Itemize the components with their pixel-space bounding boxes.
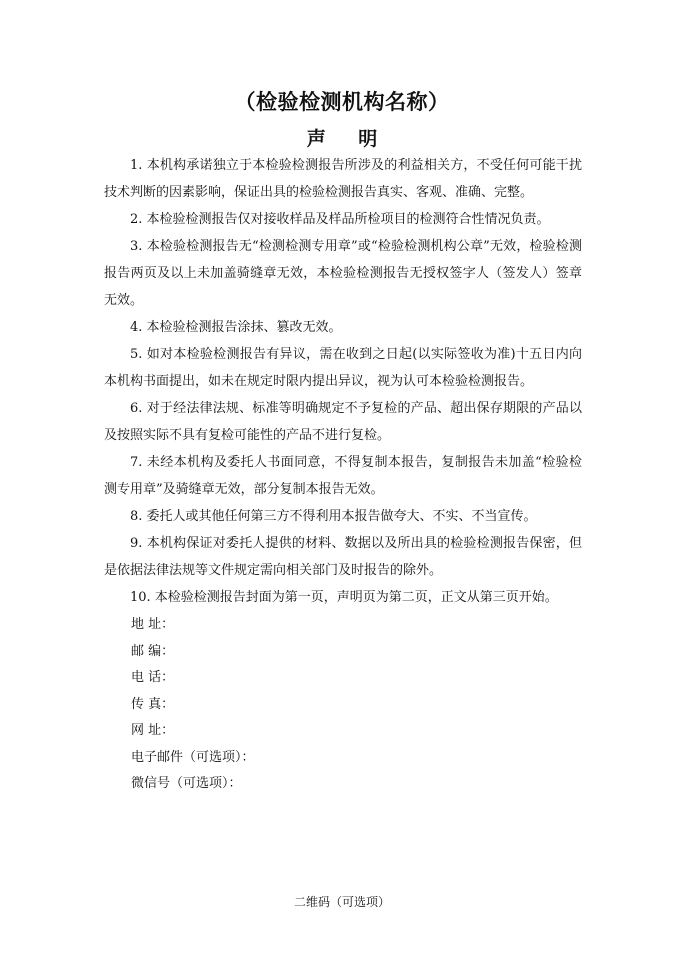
website-label: 网 址：: [131, 723, 175, 738]
org-name-title: （检验检测机构名称）: [234, 90, 450, 114]
declaration-item-9: 9. 本机构保证对委托人提供的材料、数据以及所出具的检验检测报告保密，但是依据法律法规等文件规定需向相关部门及时报告的除外。: [104, 536, 582, 578]
fax-label: 传 真：: [131, 696, 175, 712]
email-label: 电子邮件（可选项）：: [131, 749, 255, 765]
wechat-label: 微信号（可选项）：: [131, 776, 242, 791]
wechat-row: [131, 771, 255, 798]
declaration-item-10: 10. 本检验检测报告封面为第一页，声明页为第二页，正文从第三页开始。: [130, 590, 558, 605]
website-row: [131, 718, 255, 745]
email-row: [131, 745, 255, 772]
declaration-item-2: 2. 本检验检测报告仅对接收样品及样品所检项目的检测符合性情况负责。: [130, 212, 550, 227]
postcode-label: 邮 编：: [131, 643, 175, 659]
phone-label: 电 话：: [131, 670, 175, 685]
qr-code-label: 二维码（可选项）: [293, 895, 390, 909]
declaration-body: [104, 152, 582, 611]
declaration-title: 声 明: [306, 128, 378, 150]
declaration-item-1: 1. 本机构承诺独立于本检验检测报告所涉及的利益相关方，不受任何可能干扰技术判断的因素影响，保证出具的检验检测报告真实、客观、准确、完整。: [104, 158, 582, 200]
declaration-item-7: 7. 未经本机构及委托人书面同意，不得复制本报告，复制报告未加盖“检验检测专用章”及骑缝章无效，部分复制本报告无效。: [104, 455, 582, 497]
declaration-item-4: 4. 本检验检测报告涂抹、篡改无效。: [130, 320, 342, 335]
declaration-item-8: 8. 委托人或其他任何第三方不得利用本报告做夸大、不实、不当宣传。: [130, 509, 537, 524]
contact-info: [131, 612, 255, 798]
declaration-item-6: 6. 对于经法律法规、标准等明确规定不予复检的产品、超出保存期限的产品以及按照实际不具有复检可能性的产品不进行复检。: [104, 401, 582, 443]
postcode-row: [131, 639, 255, 666]
address-row: [131, 612, 255, 639]
declaration-item-3: 3. 本检验检测报告无“检测检测专用章”或“检验检测机构公章”无效，检验检测报告两页及以上未加盖骑缝章无效，本检验检测报告无授权签字人（签发人）签章无效。: [104, 239, 582, 308]
address-label: 地 址：: [131, 617, 175, 632]
phone-row: [131, 665, 255, 692]
declaration-item-5: 5. 如对本检验检测报告有异议，需在收到之日起(以实际签收为准)十五日内向本机构书面提出，如未在规定时限内提出异议，视为认可本检验检测报告。: [104, 347, 582, 389]
fax-row: [131, 692, 255, 719]
